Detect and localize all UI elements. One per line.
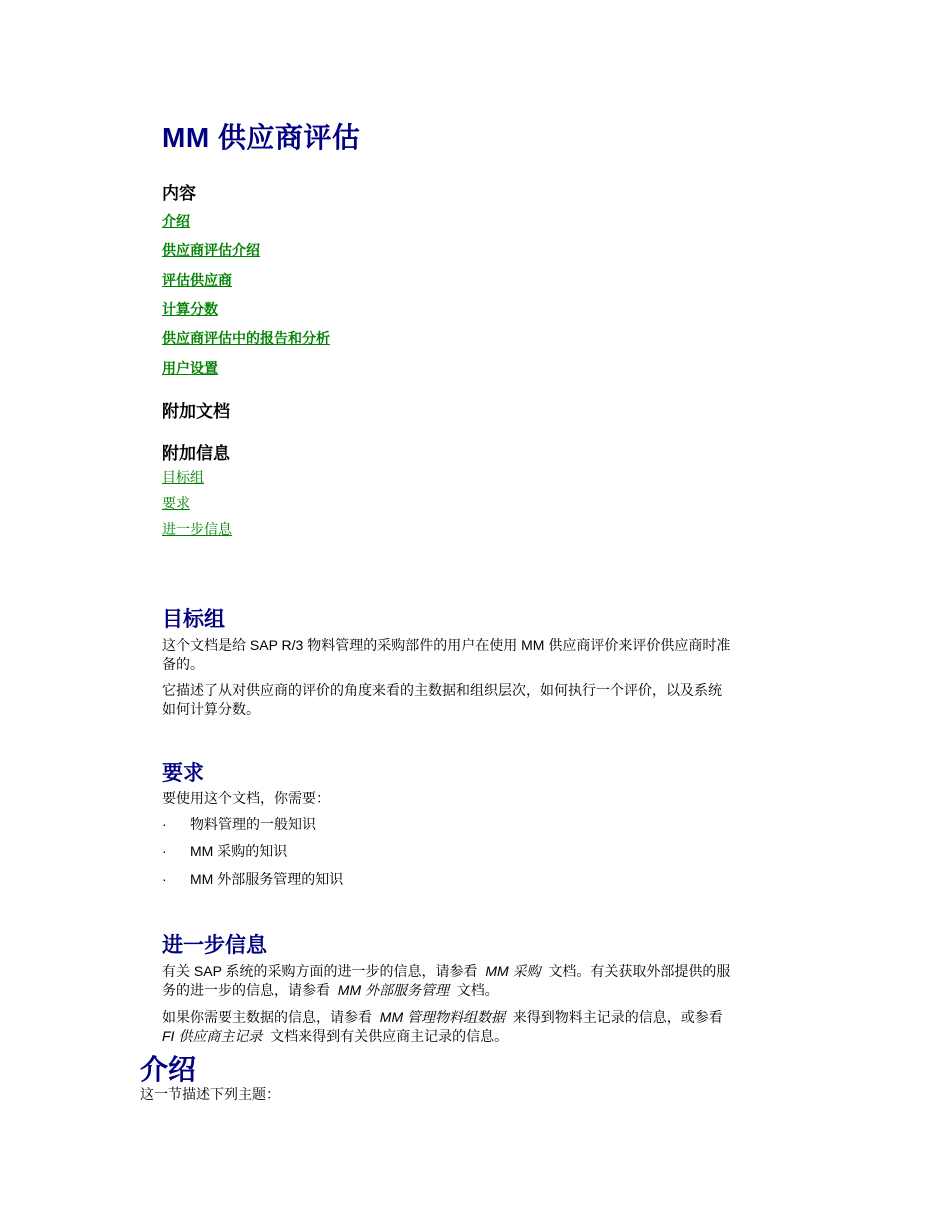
info-link-target-group[interactable]: 目标组 xyxy=(162,471,204,486)
further-info-heading: 进一步信息 xyxy=(162,934,267,957)
document-title: MM 供应商评估 xyxy=(162,122,361,153)
further-info-paragraph-2 xyxy=(162,1008,792,1046)
target-group-paragraph-2 xyxy=(162,681,792,719)
toc-link-vendor-eval-intro[interactable]: 供应商评估介绍 xyxy=(162,242,260,258)
paragraph-line xyxy=(162,981,792,1000)
further-info-paragraph-1 xyxy=(162,962,792,1000)
bullet-icon: · xyxy=(162,871,167,887)
paragraph-line xyxy=(162,962,792,981)
text-run: 来得到物料主记录的信息，或参看 xyxy=(512,1009,723,1025)
toc-link-reports-analysis[interactable]: 供应商评估中的报告和分析 xyxy=(162,330,330,346)
text-run: 务的进一步的信息，请参看 xyxy=(162,982,330,998)
document-reference: MM 管理物料组数据 xyxy=(379,1009,505,1025)
toc-link-calculate-scores[interactable]: 计算分数 xyxy=(162,301,218,317)
toc-link-intro[interactable]: 介绍 xyxy=(162,213,190,229)
target-group-paragraph-1 xyxy=(162,636,792,674)
info-link-requirements[interactable]: 要求 xyxy=(162,497,190,512)
additional-docs-heading: 附加文档 xyxy=(162,402,230,421)
paragraph-line xyxy=(162,1027,792,1046)
document-reference: MM 外部服务管理 xyxy=(337,982,449,998)
info-link-further-info[interactable]: 进一步信息 xyxy=(162,523,232,538)
paragraph-line xyxy=(162,1008,792,1027)
text-run: 文档。有关获取外部提供的服 xyxy=(548,963,731,979)
requirement-text: MM 采购的知识 xyxy=(190,843,288,859)
intro-section-heading: 介绍 xyxy=(140,1055,197,1086)
bullet-icon: · xyxy=(162,843,167,859)
contents-heading: 内容 xyxy=(162,184,196,203)
paragraph-line: 如何计算分数。 xyxy=(162,701,260,717)
toc-link-evaluate-vendors[interactable]: 评估供应商 xyxy=(162,272,232,288)
requirements-intro: 要使用这个文档，你需要： xyxy=(162,790,330,806)
requirement-text: 物料管理的一般知识 xyxy=(190,816,316,832)
target-group-heading: 目标组 xyxy=(162,608,225,631)
text-run: 文档。 xyxy=(456,982,499,998)
additional-info-heading: 附加信息 xyxy=(162,444,230,463)
requirements-heading: 要求 xyxy=(162,762,204,785)
requirement-text: MM 外部服务管理的知识 xyxy=(190,871,344,887)
paragraph-line: 它描述了从对供应商的评价的角度来看的主数据和组织层次，如何执行一个评价，以及系统 xyxy=(162,682,722,698)
intro-section-text: 这一节描述下列主题： xyxy=(140,1088,280,1103)
document-reference: FI 供应商主记录 xyxy=(162,1028,263,1044)
bullet-icon: · xyxy=(162,816,167,832)
text-run: 有关 SAP 系统的采购方面的进一步的信息，请参看 xyxy=(162,963,478,979)
text-run: 如果你需要主数据的信息，请参看 xyxy=(162,1009,372,1025)
text-run: 文档来得到有关供应商主记录的信息。 xyxy=(270,1028,509,1044)
toc-link-user-settings[interactable]: 用户设置 xyxy=(162,360,218,376)
paragraph-line: 这个文档是给 SAP R/3 物料管理的采购部件的用户在使用 MM 供应商评价来评价供应商时准 xyxy=(162,637,731,653)
paragraph-line: 备的。 xyxy=(162,656,204,672)
document-reference: MM 采购 xyxy=(485,963,541,979)
